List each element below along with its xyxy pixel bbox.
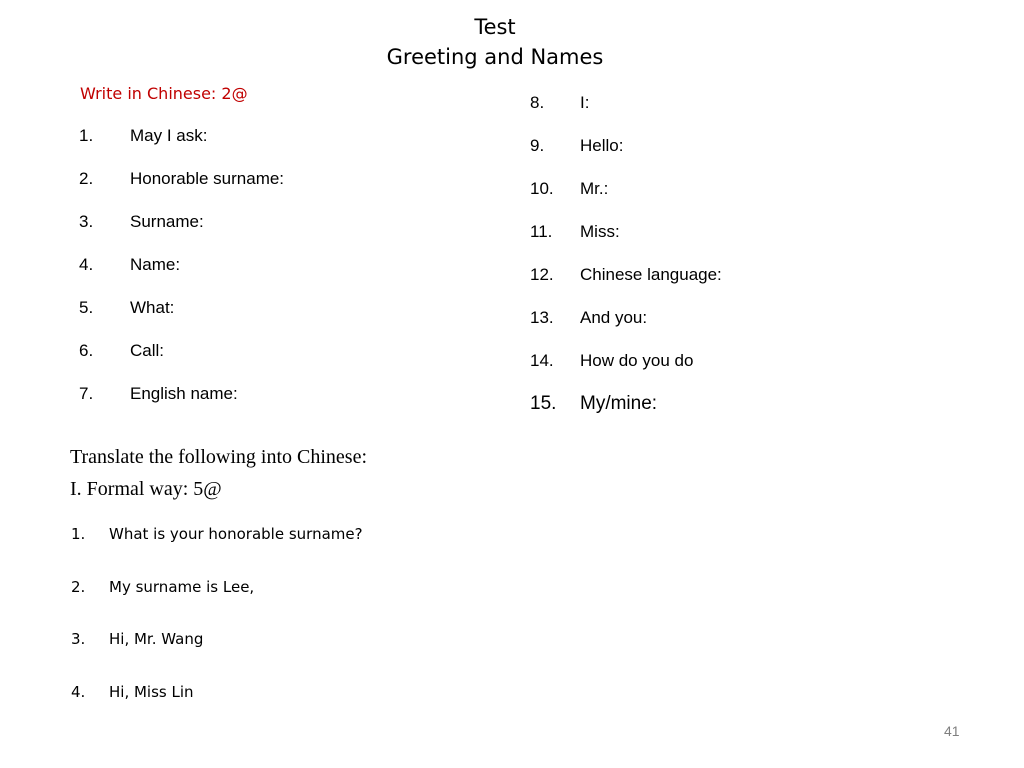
item-number: 13. xyxy=(530,308,554,327)
item-text: Mr.: xyxy=(580,179,609,198)
item-number: 1. xyxy=(71,525,86,543)
sentence-item xyxy=(71,628,491,681)
item-text: Miss: xyxy=(580,222,620,241)
item-text: Hi, Miss Lin xyxy=(109,682,194,701)
item-text: Chinese language: xyxy=(580,265,722,284)
item-number: 8. xyxy=(530,93,545,112)
vocab-item xyxy=(530,307,910,350)
item-text: May I ask: xyxy=(130,126,208,145)
item-number: 6. xyxy=(79,341,94,360)
item-number: 1. xyxy=(79,126,94,145)
vocab-list-right xyxy=(530,92,910,436)
vocab-item xyxy=(79,125,459,168)
vocab-item xyxy=(79,297,459,340)
vocab-item xyxy=(530,178,910,221)
item-text: My surname is Lee, xyxy=(109,577,255,596)
vocab-item xyxy=(530,393,910,436)
item-number: 10. xyxy=(530,179,554,198)
item-text: Surname: xyxy=(130,212,204,231)
page-number: 41 xyxy=(944,723,960,739)
item-text: My/mine: xyxy=(580,393,658,414)
vocab-item xyxy=(79,254,459,297)
item-text: I: xyxy=(580,93,590,112)
item-text: How do you do xyxy=(580,351,694,370)
item-number: 2. xyxy=(79,169,94,188)
sentence-item xyxy=(71,576,491,629)
item-text: English name: xyxy=(130,384,238,403)
item-number: 9. xyxy=(530,136,545,155)
item-number: 4. xyxy=(79,255,94,274)
sentence-item xyxy=(71,681,491,734)
vocab-item xyxy=(530,221,910,264)
vocab-item xyxy=(79,168,459,211)
item-text: Name: xyxy=(130,255,181,274)
item-number: 2. xyxy=(71,577,86,596)
item-number: 11. xyxy=(530,222,553,241)
vocab-item xyxy=(530,264,910,307)
title-line-1: Test xyxy=(474,15,516,39)
item-number: 14. xyxy=(530,351,554,370)
sentence-item xyxy=(71,523,491,576)
item-text: And you: xyxy=(580,308,648,327)
vocab-item xyxy=(530,350,910,393)
vocab-item xyxy=(79,340,459,383)
write-in-chinese-instruction: Write in Chinese: 2@ xyxy=(80,84,248,103)
item-number: 12. xyxy=(530,265,554,284)
item-text: Honorable surname: xyxy=(130,169,285,188)
item-text: Call: xyxy=(130,341,165,360)
formal-way-subheading: I. Formal way: 5@ xyxy=(70,478,222,500)
vocab-item xyxy=(79,211,459,254)
item-number: 3. xyxy=(79,212,94,231)
translate-heading: Translate the following into Chinese: xyxy=(70,446,368,468)
slide-title xyxy=(0,12,990,72)
item-number: 3. xyxy=(71,630,86,648)
sentence-list xyxy=(71,523,491,733)
item-number: 15. xyxy=(530,393,557,414)
translate-section xyxy=(70,441,367,505)
title-line-2: Greeting and Names xyxy=(386,45,604,69)
item-number: 7. xyxy=(79,384,94,403)
item-number: 4. xyxy=(71,682,86,701)
item-number: 5. xyxy=(79,298,94,317)
vocab-item xyxy=(530,135,910,178)
item-text: What is your honorable surname? xyxy=(109,525,363,543)
item-text: Hello: xyxy=(580,136,624,155)
item-text: Hi, Mr. Wang xyxy=(109,630,204,648)
item-text: What: xyxy=(130,298,175,317)
vocab-item xyxy=(530,92,910,135)
vocab-item xyxy=(79,383,459,426)
vocab-list-left xyxy=(79,125,459,426)
